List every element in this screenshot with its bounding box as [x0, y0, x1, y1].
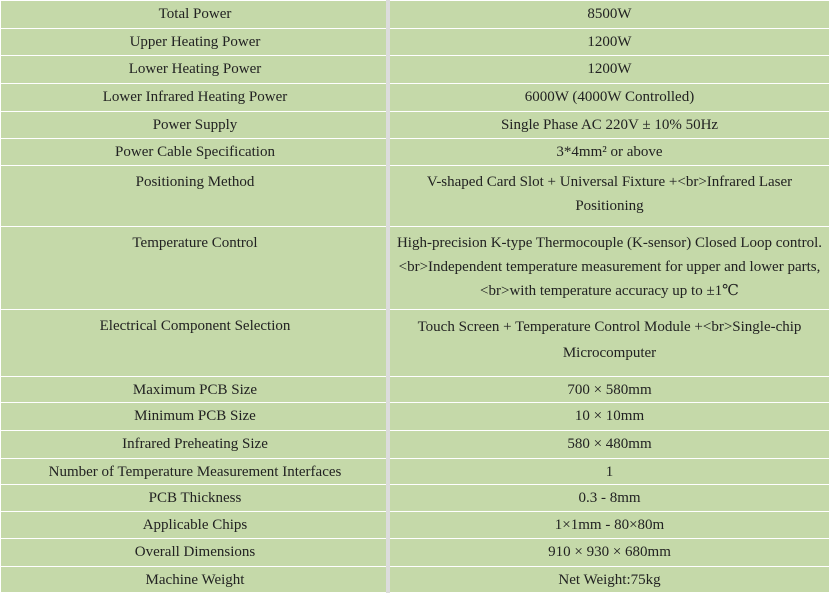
table-row [1, 430, 830, 458]
row-lower-heating-power-value: 1200W [390, 56, 830, 83]
row-power-cable-label: Power Cable Specification [1, 139, 390, 166]
row-pcb-thickness-label: PCB Thickness [1, 484, 390, 511]
row-lower-infrared-power-value: 6000W (4000W Controlled) [390, 83, 830, 111]
row-applicable-chips-label: Applicable Chips [1, 512, 390, 539]
row-temp-interfaces-label: Number of Temperature Measurement Interfaces [1, 458, 390, 484]
row-temperature-control-label: Temperature Control [1, 226, 390, 309]
row-positioning-method-value: V-shaped Card Slot + Universal Fixture +<br>Infrared Laser Positioning [390, 166, 830, 227]
row-temperature-control-value: High-precision K-type Thermocouple (K-sensor) Closed Loop control.<br>Independent temperature measurement for upper and lower parts,<br>with temperature accuracy up to ±1℃ [390, 226, 830, 309]
table-row [1, 1, 830, 29]
row-min-pcb-size-label: Minimum PCB Size [1, 403, 390, 430]
row-positioning-method-label: Positioning Method [1, 166, 390, 227]
row-total-power-value: 8500W [390, 1, 830, 29]
table-row [1, 56, 830, 83]
row-temp-interfaces-value: 1 [390, 458, 830, 484]
table-row [1, 83, 830, 111]
table-row [1, 166, 830, 227]
row-max-pcb-size-label: Maximum PCB Size [1, 377, 390, 403]
row-power-cable-value: 3*4mm² or above [390, 139, 830, 166]
table-row [1, 226, 830, 309]
row-power-supply-value: Single Phase AC 220V ± 10% 50Hz [390, 111, 830, 138]
row-electrical-components-label: Electrical Component Selection [1, 309, 390, 377]
table-row [1, 539, 830, 566]
row-pcb-thickness-value: 0.3 - 8mm [390, 484, 830, 511]
row-overall-dimensions-label: Overall Dimensions [1, 539, 390, 566]
row-infrared-preheating-size-label: Infrared Preheating Size [1, 430, 390, 458]
row-applicable-chips-value: 1×1mm - 80×80m [390, 512, 830, 539]
table-row [1, 484, 830, 511]
table-row [1, 377, 830, 403]
row-upper-heating-power-value: 1200W [390, 29, 830, 56]
table-row [1, 403, 830, 430]
row-lower-heating-power-label: Lower Heating Power [1, 56, 390, 83]
row-power-supply-label: Power Supply [1, 111, 390, 138]
row-overall-dimensions-value: 910 × 930 × 680mm [390, 539, 830, 566]
row-total-power-label: Total Power [1, 1, 390, 29]
table-row [1, 111, 830, 138]
row-infrared-preheating-size-value: 580 × 480mm [390, 430, 830, 458]
table-row [1, 309, 830, 377]
row-machine-weight-label: Machine Weight [1, 566, 390, 592]
row-machine-weight-value: Net Weight:75kg [390, 566, 830, 592]
row-min-pcb-size-value: 10 × 10mm [390, 403, 830, 430]
table-row [1, 139, 830, 166]
row-upper-heating-power-label: Upper Heating Power [1, 29, 390, 56]
row-electrical-components-value: Touch Screen + Temperature Control Module +<br>Single-chip Microcomputer [390, 309, 830, 377]
row-lower-infrared-power-label: Lower Infrared Heating Power [1, 83, 390, 111]
table-row [1, 29, 830, 56]
row-max-pcb-size-value: 700 × 580mm [390, 377, 830, 403]
table-row [1, 458, 830, 484]
table-row [1, 512, 830, 539]
table-row [1, 566, 830, 592]
